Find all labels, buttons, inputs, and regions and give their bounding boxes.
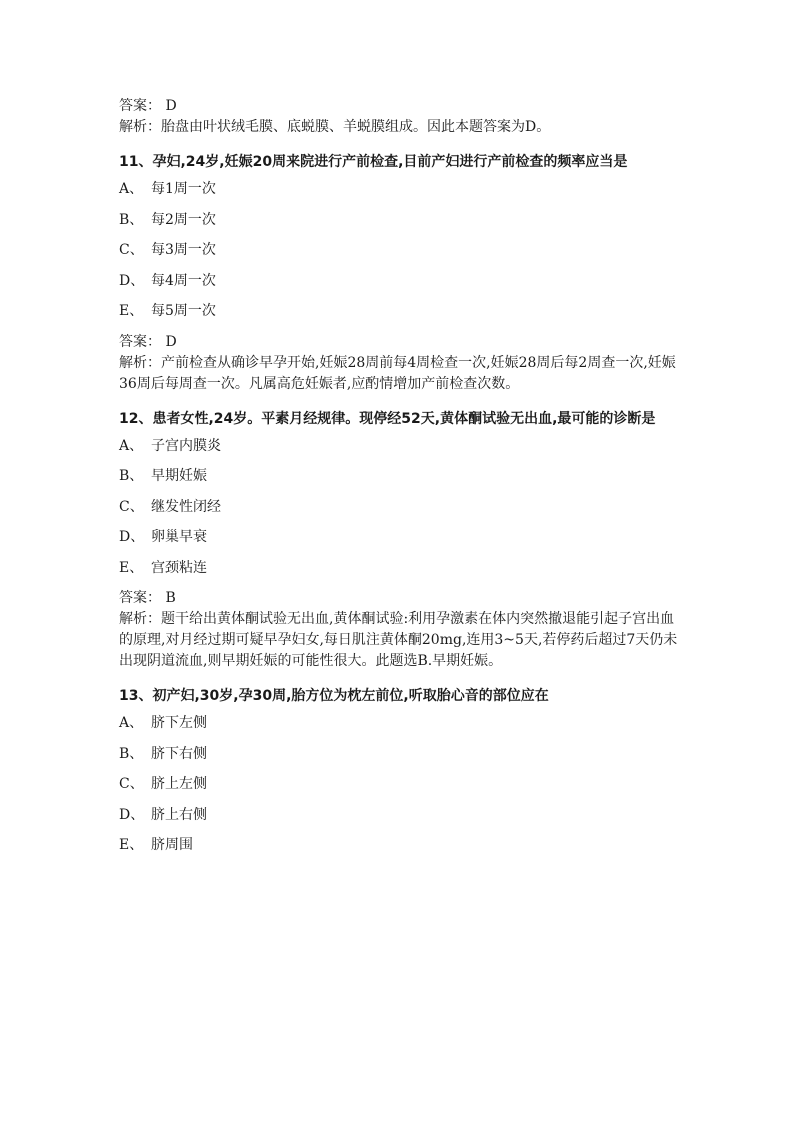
answer-line: 答案： B bbox=[119, 590, 176, 606]
option-item bbox=[119, 774, 679, 795]
option-text: 脐下右侧 bbox=[151, 745, 207, 762]
answer-block bbox=[119, 588, 679, 672]
option-letter: D、 bbox=[119, 806, 145, 823]
option-text: 宫颈粘连 bbox=[151, 559, 207, 576]
option-text: 脐周围 bbox=[151, 837, 193, 853]
option-item bbox=[119, 744, 679, 765]
explanation-text: 解析：胎盘由叶状绒毛膜、底蜕膜、羊蜕膜组成。因此本题答案为D。 bbox=[119, 119, 551, 135]
answer-line: 答案： D bbox=[119, 333, 177, 350]
explanation-text: 解析：题干给出黄体酮试验无出血,黄体酮试验:利用孕激素在体内突然撤退能引起子宫出血的原理,对月经过期可疑早孕妇女,每日肌注黄体酮20mg,连用3~5天,若停药后超过7天仍未出现阴道流血,则早期妊娠的可能性很大。此题选B.早期妊娠。 bbox=[119, 611, 678, 669]
option-item bbox=[119, 805, 679, 826]
option-list bbox=[119, 179, 679, 322]
option-letter: B、 bbox=[119, 745, 144, 762]
option-text: 脐下左侧 bbox=[151, 715, 207, 731]
option-letter: C、 bbox=[119, 498, 144, 515]
option-item bbox=[119, 210, 679, 231]
option-item bbox=[119, 527, 679, 548]
option-letter: E、 bbox=[119, 837, 144, 853]
answer-line: 答案： D bbox=[119, 98, 177, 114]
document-page bbox=[119, 96, 679, 866]
option-text: 脐上右侧 bbox=[151, 806, 207, 823]
option-text: 每1周一次 bbox=[151, 181, 216, 197]
option-item bbox=[119, 466, 679, 487]
option-letter: D、 bbox=[119, 272, 145, 289]
option-text: 卵巢早衰 bbox=[151, 529, 207, 545]
option-text: 每5周一次 bbox=[151, 303, 216, 319]
question-block bbox=[119, 152, 679, 395]
option-item bbox=[119, 436, 679, 457]
option-letter: B、 bbox=[119, 468, 144, 484]
option-item bbox=[119, 240, 679, 261]
option-item bbox=[119, 179, 679, 200]
option-text: 脐上左侧 bbox=[151, 776, 207, 792]
question-title: 13、初产妇,30岁,孕30周,胎方位为枕左前位,听取胎心音的部位应在 bbox=[119, 688, 549, 704]
option-letter: A、 bbox=[119, 437, 144, 454]
option-letter: B、 bbox=[119, 211, 144, 228]
option-item bbox=[119, 558, 679, 579]
option-text: 每4周一次 bbox=[151, 272, 216, 289]
question-title: 11、孕妇,24岁,妊娠20周来院进行产前检查,目前产妇进行产前检查的频率应当是 bbox=[119, 154, 628, 170]
option-letter: A、 bbox=[119, 181, 144, 197]
option-letter: E、 bbox=[119, 559, 144, 576]
option-letter: E、 bbox=[119, 303, 144, 319]
option-item bbox=[119, 271, 679, 292]
option-letter: A、 bbox=[119, 715, 144, 731]
option-item bbox=[119, 835, 679, 856]
answer-block bbox=[119, 332, 679, 395]
option-text: 早期妊娠 bbox=[151, 468, 207, 484]
option-list bbox=[119, 436, 679, 579]
explanation-text: 解析：产前检查从确诊早孕开始,妊娠28周前每4周检查一次,妊娠28周后每2周查一次,妊娠36周后每周查一次。凡属高危妊娠者,应酌情增加产前检查次数。 bbox=[119, 354, 676, 392]
option-item bbox=[119, 713, 679, 734]
option-letter: C、 bbox=[119, 776, 144, 792]
option-letter: D、 bbox=[119, 529, 145, 545]
question-title: 12、患者女性,24岁。平素月经规律。现停经52天,黄体酮试验无出血,最可能的诊断是 bbox=[119, 410, 656, 427]
option-item bbox=[119, 497, 679, 518]
option-item bbox=[119, 301, 679, 322]
option-text: 继发性闭经 bbox=[151, 498, 221, 515]
option-text: 每2周一次 bbox=[151, 211, 216, 228]
option-text: 子宫内膜炎 bbox=[151, 437, 221, 454]
option-list bbox=[119, 713, 679, 856]
question-block bbox=[119, 409, 679, 673]
option-text: 每3周一次 bbox=[151, 242, 216, 258]
option-letter: C、 bbox=[119, 242, 144, 258]
question-block bbox=[119, 686, 679, 856]
